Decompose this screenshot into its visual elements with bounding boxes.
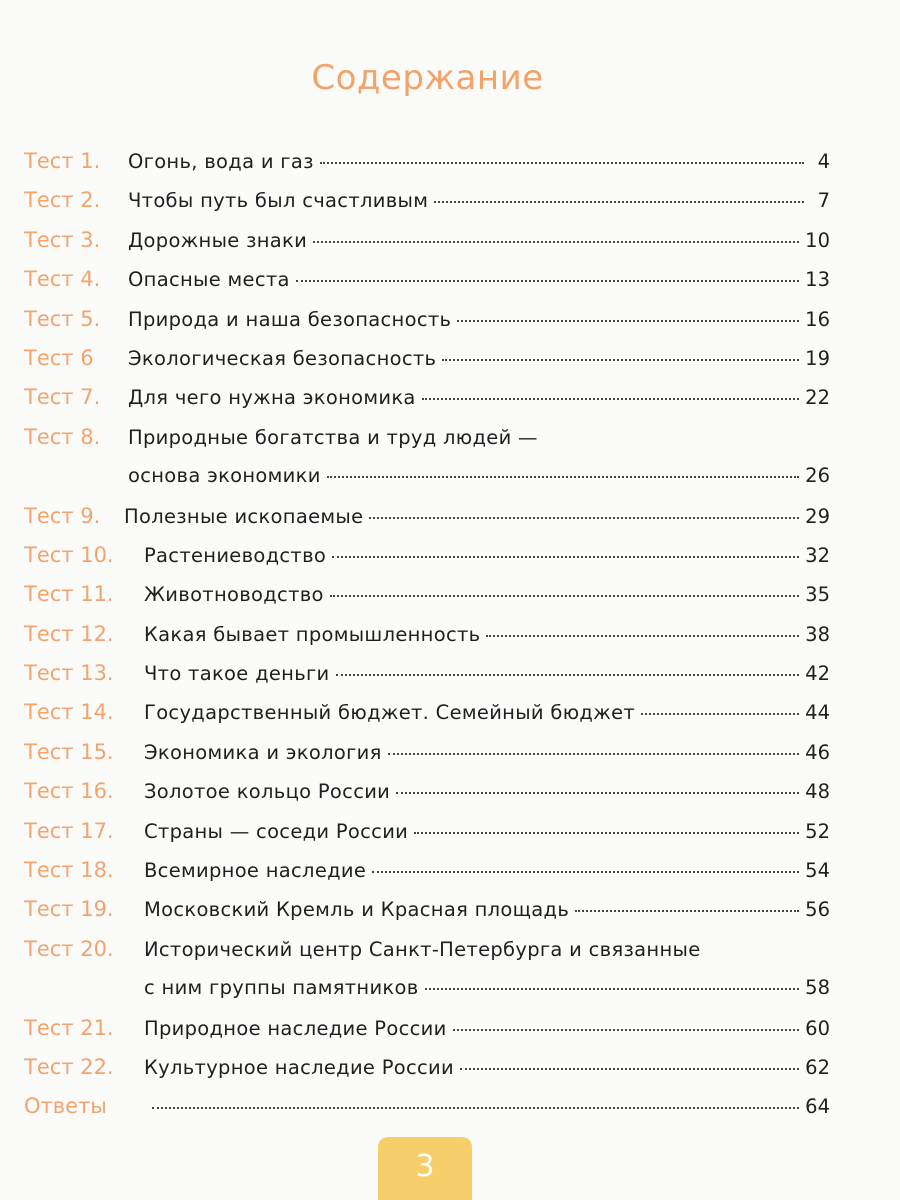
toc-entry-test-11 <box>24 581 830 620</box>
toc-entry-title: Государственный бюджет. Семейный бюджет <box>144 701 636 725</box>
toc-entry-test-21 <box>24 1015 830 1054</box>
dot-leader <box>296 280 799 282</box>
toc-entry-page: 56 <box>805 898 830 922</box>
toc-entry-label: Тест 2. <box>24 188 101 213</box>
dot-leader <box>425 988 800 990</box>
page-title: Содержание <box>311 58 544 98</box>
dot-leader <box>330 595 799 597</box>
dot-leader <box>460 1068 799 1070</box>
dot-leader <box>434 201 804 203</box>
dot-leader <box>457 320 799 322</box>
toc-entry-page: 62 <box>805 1055 830 1079</box>
toc-entry-title: Для чего нужна экономика <box>128 386 416 410</box>
dot-leader <box>486 635 799 637</box>
toc-entry-title-continuation: основа экономики <box>128 464 321 488</box>
toc-entry-page: 38 <box>805 622 830 646</box>
toc-entry-label: Тест 10. <box>24 542 114 567</box>
toc-entry-label: Тест 9. <box>24 503 101 528</box>
toc-entry-test-7 <box>24 384 830 423</box>
toc-entry-title: Чтобы путь был счастливым <box>128 189 429 213</box>
toc-entry-title: Исторический центр Санкт-Петербурга и связанные <box>144 937 701 961</box>
toc-entry-test-2 <box>24 187 830 226</box>
toc-entry-page: 13 <box>805 268 830 292</box>
toc-entry-title: Какая бывает промышленность <box>144 622 481 646</box>
toc-entry-title: Природные богатства и труд людей — <box>128 425 538 449</box>
toc-entry-test-15 <box>24 739 830 778</box>
toc-entry-label: Тест 12. <box>24 621 114 646</box>
toc-entry-title: Страны — соседи России <box>144 819 409 843</box>
toc-entry-page: 52 <box>805 819 830 843</box>
toc-entry-label: Тест 5. <box>24 306 101 331</box>
toc-entry-page: 4 <box>817 150 830 173</box>
toc-entry-title: Животноводство <box>144 583 324 607</box>
toc-entry-test-22 <box>24 1054 830 1093</box>
toc-entry-test-9 <box>24 503 830 542</box>
toc-entry-page: 29 <box>805 504 830 528</box>
toc-entry-label: Тест 20. <box>24 936 114 961</box>
toc-entry-label: Тест 21. <box>24 1015 114 1040</box>
toc-entry-page: 7 <box>817 189 830 213</box>
toc-entry-page: 44 <box>805 701 830 725</box>
dot-leader <box>336 674 800 676</box>
toc-entry-label: Тест 15. <box>24 739 114 764</box>
toc-entry-test-10 <box>24 542 830 581</box>
toc-entry-page: 26 <box>805 464 830 488</box>
dot-leader <box>414 832 799 834</box>
dot-leader <box>442 359 799 361</box>
toc-entry-test-12 <box>24 621 830 660</box>
toc-entry-test-16 <box>24 778 830 817</box>
toc-entry-label: Тест 16. <box>24 779 114 804</box>
dot-leader <box>641 713 799 715</box>
toc-entry-test-3 <box>24 227 830 266</box>
dot-leader <box>327 476 799 478</box>
toc-entry-page: 64 <box>805 1095 830 1119</box>
toc-entry-title: Экономика и экология <box>144 740 382 764</box>
toc-entry-label: Тест 22. <box>24 1054 114 1079</box>
toc-entry-test-18 <box>24 857 830 896</box>
toc-entry-title: Золотое кольцо России <box>144 780 391 804</box>
dot-leader <box>152 1107 799 1109</box>
dot-leader <box>369 517 799 519</box>
toc-entry-title: Опасные места <box>128 268 290 292</box>
toc-entry-title-continuation: с ним группы памятников <box>144 976 419 1000</box>
toc-entry-title: Природное наследие России <box>144 1016 447 1040</box>
toc-entry-page: 46 <box>805 740 830 764</box>
toc-entry-title: Дорожные знаки <box>128 228 308 252</box>
toc-entry-title: Московский Кремль и Красная площадь <box>144 898 570 922</box>
toc-entry-label: Тест 14. <box>24 700 114 725</box>
toc-entry-page: 42 <box>805 662 830 686</box>
toc-entry-page: 32 <box>805 543 830 567</box>
toc-entry-label: Тест 13. <box>24 661 114 686</box>
toc-entry-label: Тест 17. <box>24 818 114 843</box>
toc-entry-label: Тест 8. <box>24 424 101 449</box>
toc-entry-test-4 <box>24 266 830 305</box>
dot-leader <box>575 910 799 912</box>
toc-entry-page: 19 <box>805 346 830 370</box>
toc-entry-page: 60 <box>805 1016 830 1040</box>
toc-entry-page: 54 <box>805 859 830 883</box>
dot-leader <box>396 792 799 794</box>
toc-entry-test-20 <box>24 936 830 1015</box>
toc-entry-page: 10 <box>805 228 830 252</box>
toc-entry-title: Растениеводство <box>144 543 327 567</box>
dot-leader <box>388 753 800 755</box>
toc-entry-test-13 <box>24 660 830 699</box>
toc-entry-test-6 <box>24 345 830 384</box>
dot-leader <box>313 241 799 243</box>
toc-entry-title: Что такое деньги <box>144 662 330 686</box>
toc-entry-page: 16 <box>805 307 830 331</box>
dot-leader <box>453 1029 800 1031</box>
toc-entry-label: Тест 3. <box>24 227 101 252</box>
toc-entry-label: Тест 7. <box>24 385 101 410</box>
toc-entry-page: 35 <box>805 583 830 607</box>
toc-entry-title: Полезные ископаемые <box>124 504 364 528</box>
toc-entry-label: Ответы <box>24 1094 107 1119</box>
toc-entry-test-14 <box>24 699 830 738</box>
toc-entry-page: 22 <box>805 386 830 410</box>
toc-entry-label: Тест 19. <box>24 897 114 922</box>
toc-entry-label: Тест 18. <box>24 858 114 883</box>
toc-entry-title: Всемирное наследие <box>144 859 367 883</box>
toc-entry-test-19 <box>24 896 830 935</box>
dot-leader <box>422 398 799 400</box>
toc-entry-title: Экологическая безопасность <box>128 346 437 370</box>
dot-leader <box>332 556 799 558</box>
toc-entry-answers <box>24 1093 830 1132</box>
toc-entry-test-17 <box>24 818 830 857</box>
page-number-badge: 3 <box>378 1137 472 1200</box>
toc-entry-title: Огонь, вода и газ <box>128 150 314 173</box>
toc-entry-label: Тест 6 <box>24 345 94 370</box>
toc-entry-label: Тест 11. <box>24 582 114 607</box>
toc-entry-test-1 <box>24 148 830 187</box>
toc-entry-test-8 <box>24 424 830 503</box>
toc-entry-test-5 <box>24 306 830 345</box>
toc-entry-label: Тест 1. <box>24 149 101 173</box>
toc-entry-page: 58 <box>805 976 830 1000</box>
toc-entry-page: 48 <box>805 780 830 804</box>
dot-leader <box>320 162 804 164</box>
toc-entry-title: Природа и наша безопасность <box>128 307 452 331</box>
toc-entry-label: Тест 4. <box>24 267 101 292</box>
table-of-contents <box>24 148 830 1133</box>
toc-entry-title: Культурное наследие России <box>144 1055 455 1079</box>
dot-leader <box>372 871 799 873</box>
